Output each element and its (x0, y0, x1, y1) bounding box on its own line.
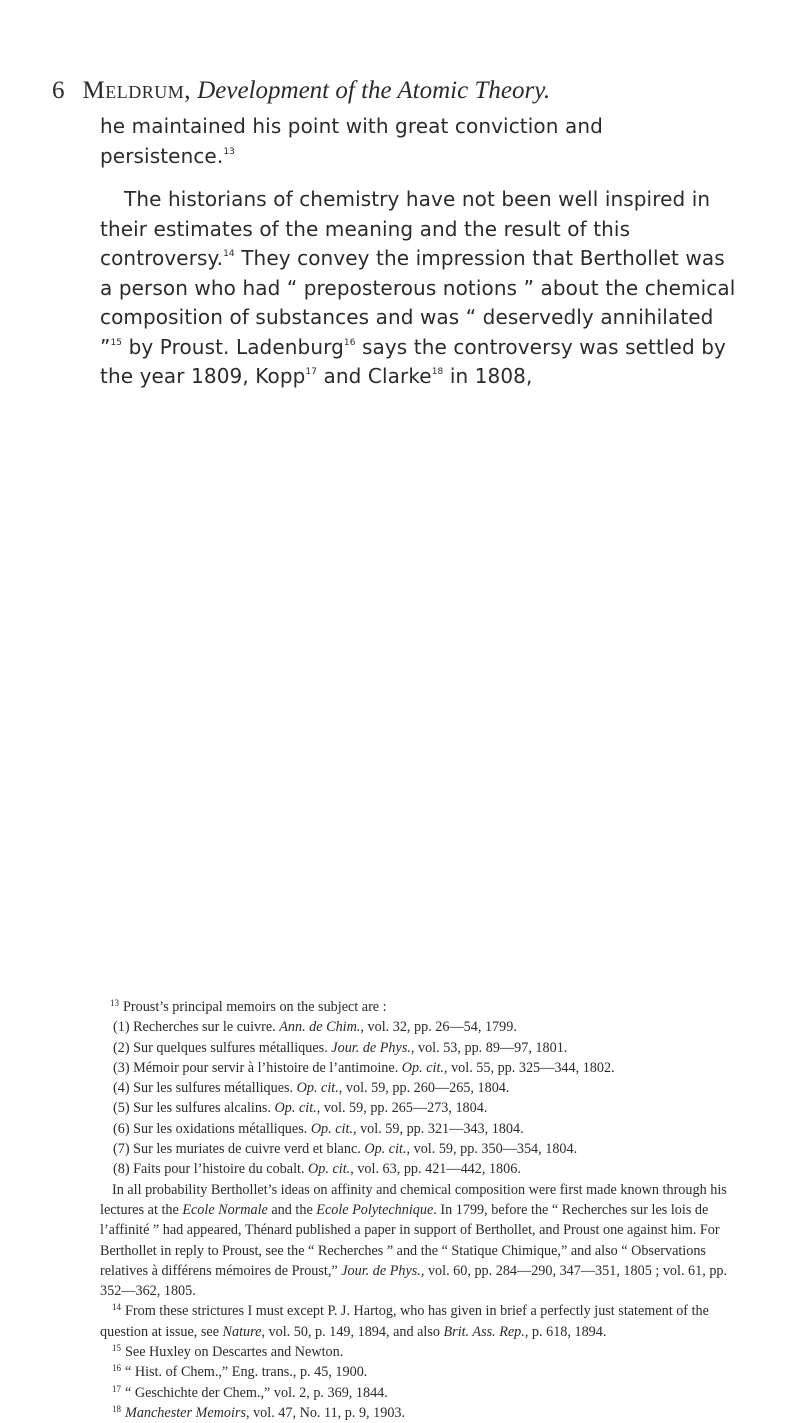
page-number: 6 (52, 77, 65, 104)
memoir-item: (4) Sur les sulfures métalliques. Op. cit., vol. 59, pp. 260—265, 1804. (113, 1080, 510, 1097)
footnote-ref-17: 17 (305, 367, 318, 377)
footnote-13: $^{13}$ Proust’s principal memoirs on the subject are : (110, 998, 387, 1015)
footnote-15: $^{15}$ See Huxley on Descartes and Newton. (112, 1343, 344, 1361)
paragraph-historians: The historians of chemistry have not been well inspired in their estimates of the meaning and the result of this controversy.$^{14}$ They convey the impression that Berthollet was a person who had “ preposterous notions ” about the chemical composition of substances and was “ deservedly annihilated ”$^{15}$ by Proust. Ladenburg$^{16}$ says the controversy was settled by the year 1809, Kopp$^{17}$ and Clarke$^{18}$ in 1808, (100, 187, 736, 388)
memoir-item: (7) Sur les muriates de cuivre verd et blanc. Op. cit., vol. 59, pp. 350—354, 1804. (113, 1141, 578, 1158)
footnote-13-paragraph: In all probability Berthollet’s ideas on affinity and chemical composition were first made known through his lectures at the Ecole Normale and the Ecole Polytechnique. In 1799, before the “ Recherches sur les lois de l’affinité ” had appeared, Thénard published a paper in support of Berthollet, and Proust one against him. For Berthollet in reply to Proust, see the “ Recherches ” and the “ Statique Chimique,” and also “ Observations relatives à différens mémoires de Proust,” Jour. de Phys., vol. 60, pp. 284—290, 347—351, 1805 ; vol. 61, pp. 352—362, 1805. (100, 1181, 728, 1300)
footnote-14: $^{14}$ From these strictures I must except P. J. Hartog, who has given in brief a perfectly just statement of the question at issue, see Nature, vol. 50, p. 149, 1894, and also Brit. Ass. Rep., p. 618, 1894. (100, 1302, 709, 1340)
footnote-ref-18: 18 (431, 367, 444, 377)
memoir-item: (3) Mémoir pour servir à l’histoire de l’antimoine. Op. cit., vol. 55, pp. 325—344, 1802. (113, 1059, 615, 1076)
memoir-item: (5) Sur les sulfures alcalins. Op. cit., vol. 59, pp. 265—273, 1804. (113, 1100, 488, 1117)
footnotes (100, 997, 740, 1423)
memoir-item: (2) Sur quelques sulfures métalliques. Jour. de Phys., vol. 53, pp. 89—97, 1801. (113, 1039, 568, 1056)
paragraph-continuation: he maintained his point with great conviction and persistence.$^{13}$ (100, 114, 603, 168)
footnote-ref-14: 14 (223, 249, 235, 259)
body-text (100, 112, 740, 392)
footnote-ref-13: 13 (223, 146, 235, 157)
footnote-18: $^{18}$ Manchester Memoirs, vol. 47, No. 11, p. 9, 1903. (112, 1403, 406, 1421)
memoir-list (100, 1017, 740, 1179)
memoir-item: (1) Recherches sur le cuivre. Ann. de Chim., vol. 32, pp. 26—54, 1799. (113, 1019, 517, 1036)
header-author: Meldrum, (82, 77, 191, 104)
footnote-ref-15: 15 (110, 337, 123, 348)
header-title: Development of the Atomic Theory. (197, 77, 551, 104)
footnote-ref-16: 16 (343, 337, 356, 348)
memoir-item: (6) Sur les oxidations métalliques. Op. cit., vol. 59, pp. 321—343, 1804. (113, 1120, 524, 1137)
footnote-16: $^{16}$ “ Hist. of Chem.,” Eng. trans., p. 45, 1900. (112, 1363, 368, 1381)
footnote-17: $^{17}$ “ Geschichte der Chem.,” vol. 2, p. 369, 1844. (112, 1383, 388, 1401)
memoir-item: (8) Faits pour l’histoire du cobalt. Op. cit., vol. 63, pp. 421—442, 1806. (113, 1161, 521, 1178)
running-header (52, 74, 772, 108)
